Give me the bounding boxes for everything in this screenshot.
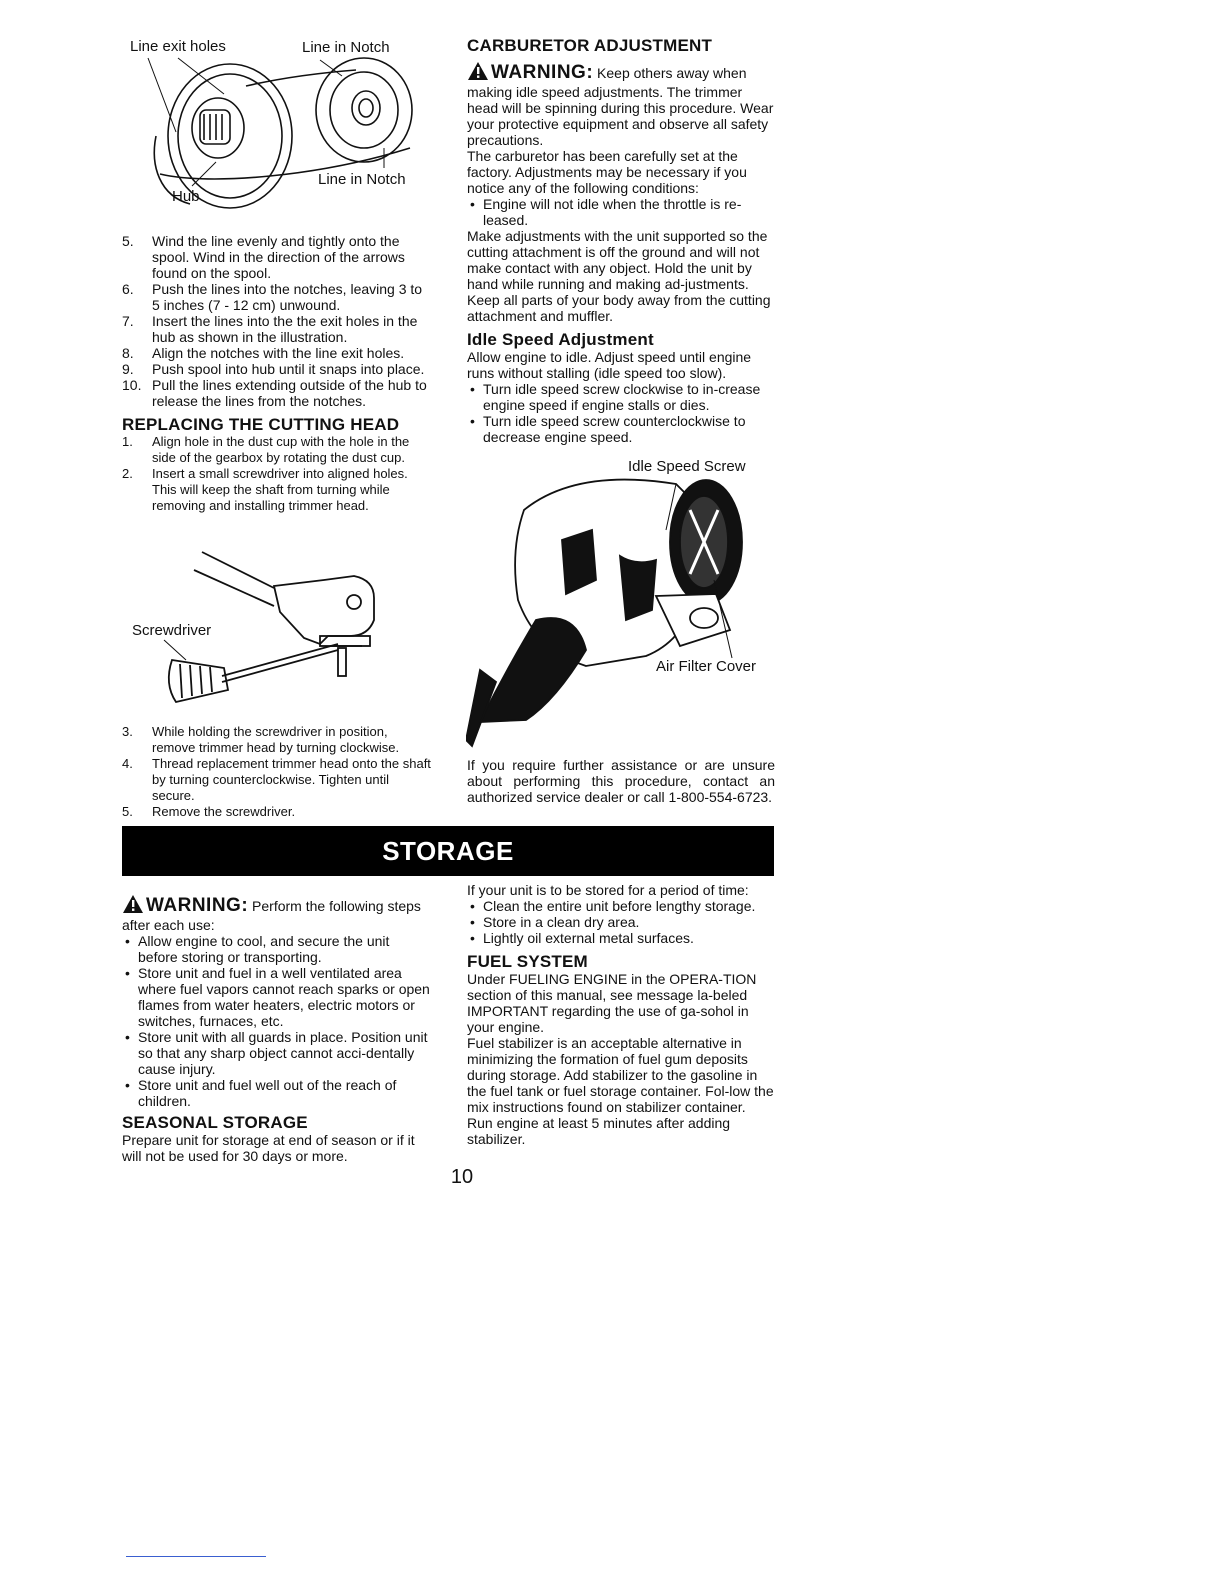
list-item: 8. Align the notches with the line exit holes. bbox=[122, 345, 405, 361]
footer-rule bbox=[126, 1556, 266, 1557]
fuel-para1: Under FUELING ENGINE in the OPERA-TION section of this manual, see message la-beled IMPORTANT regarding the use of ga-sohol in your engine. bbox=[467, 971, 757, 1035]
heading-carburetor-adjustment: CARBURETOR ADJUSTMENT bbox=[467, 36, 713, 55]
idle-bullets bbox=[467, 381, 775, 445]
storage-bullets bbox=[122, 933, 432, 1109]
list-item: 1. Align hole in the dust cup with the hole in the side of the gearbox by rotating the dust cup. bbox=[122, 434, 410, 465]
list-item: 4. Thread replacement trimmer head onto the shaft by turning counterclockwise. Tighten until secure. bbox=[122, 756, 431, 803]
list-item: 9. Push spool into hub until it snaps into place. bbox=[122, 361, 425, 377]
heading-fuel-system: FUEL SYSTEM bbox=[467, 952, 588, 971]
assist-text: If you require further assistance or are unsure about performing this procedure, contact an authorized service dealer or call 1-800-554-6723. bbox=[467, 757, 775, 805]
list-item: 5. Wind the line evenly and tightly onto the spool. Wind in the direction of the arrows found on the spool. bbox=[122, 233, 405, 281]
list-item: 3. While holding the screwdriver in position, remove trimmer head by turning clockwise. bbox=[122, 724, 400, 755]
spool-drawing bbox=[120, 36, 440, 216]
list-item: • Store in a clean dry area. bbox=[467, 914, 775, 930]
storage-right-block bbox=[467, 882, 775, 1147]
page-number: 10 bbox=[450, 1166, 474, 1188]
warning-text: Keep others away when making idle speed adjustments. The trimmer head will be spinning during this procedure. Wear your protective equipment and observe all safety precautions. bbox=[467, 65, 774, 148]
label-hub: Hub bbox=[172, 188, 200, 205]
list-item: 7. Insert the lines into the the exit holes in the hub as shown in the illustration. bbox=[122, 313, 418, 345]
carburetor-para2: Make adjustments with the unit supported so the cutting attachment is off the ground and will not make contact with any object. Hold the unit by hand while running and making ad-justments. Keep all parts of your body away from the cutting attachment and muffler. bbox=[467, 228, 771, 324]
list-item: • Turn idle speed screw clockwise to in-crease engine speed if engine stalls or dies. bbox=[467, 381, 775, 413]
label-line-in-notch-bottom: Line in Notch bbox=[318, 171, 406, 188]
seasonal-para: Prepare unit for storage at end of season or if it will not be used for 30 days or more. bbox=[122, 1132, 415, 1164]
warning-word: WARNING: bbox=[146, 895, 249, 916]
engine-illustration bbox=[466, 470, 766, 750]
carburetor-para1: The carburetor has been carefully set at the factory. Adjustments may be necessary if you notice any of the following conditions: bbox=[467, 148, 747, 196]
replacing-steps-list-b bbox=[122, 724, 432, 820]
list-item: • Store unit with all guards in place. Position unit so that any sharp object cannot acci-dentally cause injury. bbox=[122, 1029, 432, 1077]
heading-idle-speed-adjustment: Idle Speed Adjustment bbox=[467, 330, 654, 349]
spool-steps-block bbox=[122, 233, 432, 514]
heading-seasonal-storage: SEASONAL STORAGE bbox=[122, 1113, 308, 1132]
list-item: 5. Remove the screwdriver. bbox=[122, 804, 296, 819]
storage-warning bbox=[122, 894, 432, 933]
period-bullets bbox=[467, 898, 775, 946]
period-intro: If your unit is to be stored for a period of time: bbox=[467, 882, 749, 898]
storage-left-block bbox=[122, 894, 432, 1164]
list-item: • Store unit and fuel in a well ventilated area where fuel vapors cannot reach sparks or open flames from water heaters, electric motors or switches, furnaces, etc. bbox=[122, 965, 432, 1029]
list-item: • Clean the entire unit before lengthy storage. bbox=[467, 898, 775, 914]
storage-banner-title: STORAGE bbox=[382, 836, 514, 866]
list-item: 2. Insert a small screwdriver into aligned holes. This will keep the shaft from turning while removing and installing trimmer head. bbox=[122, 466, 408, 513]
fuel-para2: Fuel stabilizer is an acceptable alternative in minimizing the formation of fuel gum deposits during storage. Add stabilizer to the gasoline in the fuel tank or fuel storage container. Fol-low the mix instructions found on stabilizer container. Run engine at least 5 minutes after adding stabilizer. bbox=[467, 1035, 774, 1147]
label-air-filter-cover: Air Filter Cover bbox=[656, 658, 757, 675]
list-item: 6. Push the lines into the notches, leaving 3 to 5 inches (7 - 12 cm) unwound. bbox=[122, 281, 423, 313]
list-item: • Engine will not idle when the throttle is re-leased. bbox=[467, 196, 775, 228]
label-idle-speed-screw: Idle Speed Screw bbox=[628, 458, 746, 475]
list-item: 10. Pull the lines extending outside of the hub to release the lines from the notches. bbox=[122, 377, 427, 409]
replacing-steps-b-block bbox=[122, 724, 432, 820]
engine-drawing bbox=[466, 470, 766, 750]
heading-replacing-cutting-head: REPLACING THE CUTTING HEAD bbox=[122, 415, 400, 434]
list-item: • Turn idle speed screw counterclockwise to decrease engine speed. bbox=[467, 413, 775, 445]
list-item: • Lightly oil external metal surfaces. bbox=[467, 930, 775, 946]
warning-word: WARNING: bbox=[491, 62, 594, 83]
warning-triangle-icon bbox=[467, 61, 489, 84]
label-line-exit-holes: Line exit holes bbox=[130, 38, 226, 55]
carburetor-block bbox=[467, 36, 775, 445]
label-screwdriver: Screwdriver bbox=[132, 622, 212, 639]
list-item: • Store unit and fuel well out of the reach of children. bbox=[122, 1077, 432, 1109]
storage-banner bbox=[122, 826, 774, 876]
warning-triangle-icon bbox=[122, 894, 144, 917]
replacing-steps-list bbox=[122, 434, 432, 514]
spool-illustration bbox=[120, 36, 440, 216]
warning-text: Perform the following steps after each use: bbox=[122, 898, 421, 933]
spool-steps-list bbox=[122, 233, 432, 409]
assist-block bbox=[467, 757, 775, 805]
carburetor-bullets bbox=[467, 196, 775, 228]
idle-para: Allow engine to idle. Adjust speed until engine runs without stalling (idle speed too slow). bbox=[467, 349, 752, 381]
label-line-in-notch-top: Line in Notch bbox=[302, 39, 390, 56]
carburetor-warning bbox=[467, 61, 775, 148]
list-item: • Allow engine to cool, and secure the unit before storing or transporting. bbox=[122, 933, 432, 965]
